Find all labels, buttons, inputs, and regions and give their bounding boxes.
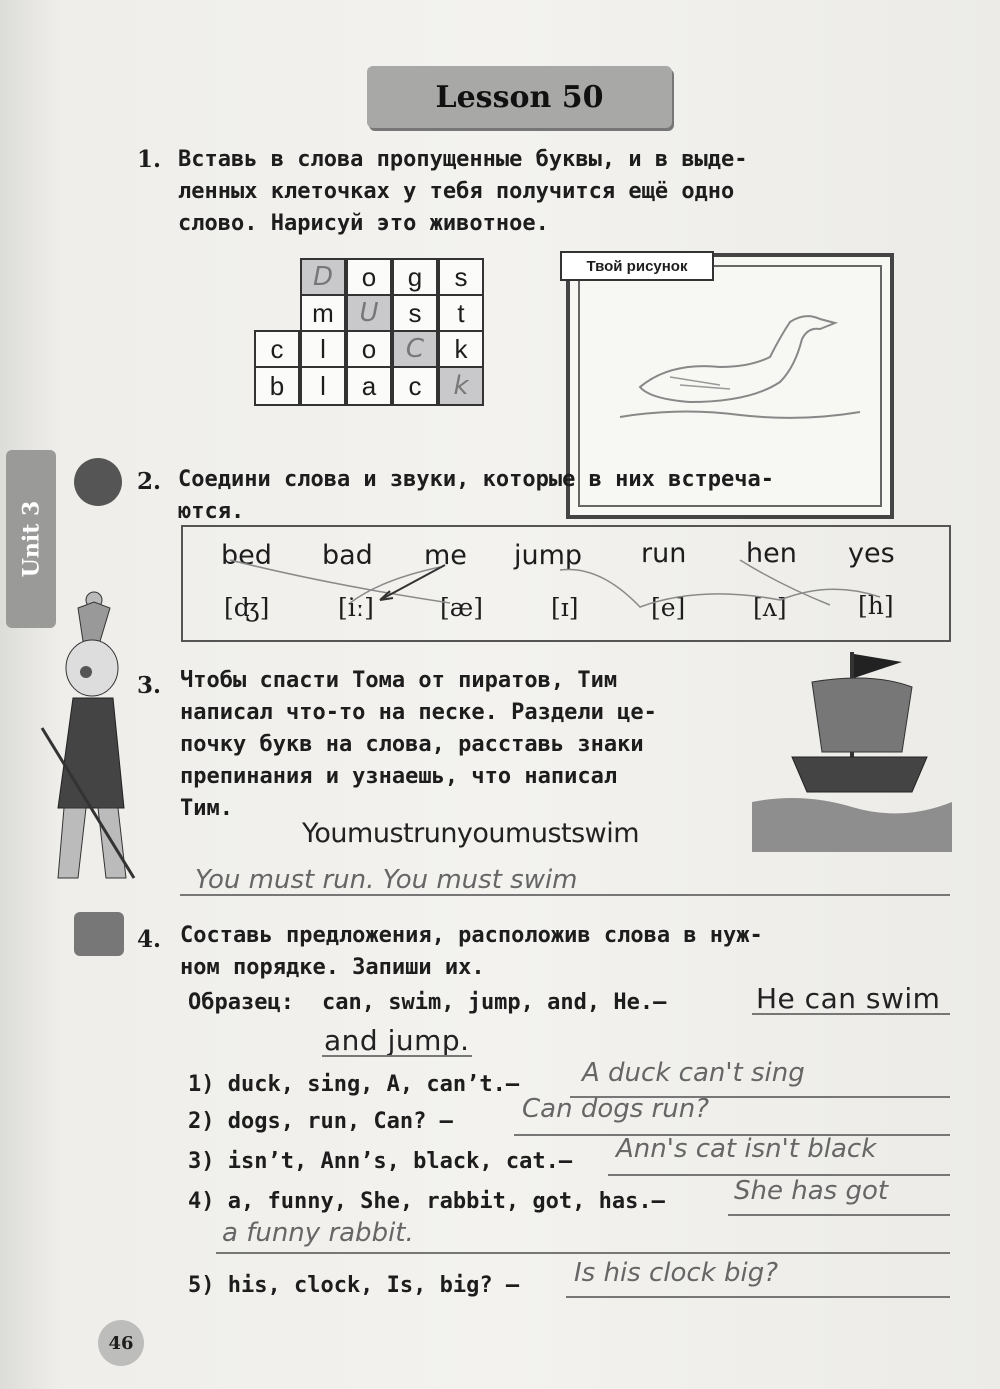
word-hen[interactable]: hen <box>746 538 797 569</box>
task4-item-line <box>728 1214 950 1216</box>
task4-item4-line2 <box>216 1252 950 1254</box>
sample-answer-1: He can swim <box>756 982 941 1015</box>
task3-answer[interactable]: You must run. You must swim <box>195 865 578 895</box>
task4-item-answer[interactable]: Is his clock big? <box>574 1258 779 1288</box>
task3-line: Чтобы спасти Тома от пиратов, Тим <box>180 668 618 693</box>
lesson-title-banner <box>367 66 672 128</box>
book-icon <box>74 912 124 956</box>
task4-line: ном порядке. Запиши их. <box>180 955 485 980</box>
task3-text <box>180 665 750 825</box>
speaker-icon <box>74 458 122 506</box>
task2-number: 2. <box>137 468 162 495</box>
grid-cell[interactable]: a <box>346 366 392 406</box>
task2-line: Соедини слова и звуки, которые в них встреча- <box>178 467 775 492</box>
grid-cell[interactable]: o <box>346 258 392 296</box>
grid-cell-highlighted[interactable]: D <box>300 258 346 296</box>
task4-item-answer[interactable]: Ann's cat isn't black <box>616 1134 877 1164</box>
grid-cell-highlighted[interactable]: C <box>392 330 438 368</box>
task4-item-prompt: 1) duck, sing, A, can’t.— <box>188 1072 520 1097</box>
task4-item4-answer-line2[interactable]: a funny rabbit. <box>222 1218 414 1248</box>
task3-number: 3. <box>137 672 162 699</box>
task1-line: Вставь в слова пропущенные буквы, и в выде- <box>178 147 748 172</box>
task4-item-answer[interactable]: She has got <box>734 1176 889 1206</box>
sound-ii[interactable]: [iː] <box>338 593 374 622</box>
task2-text <box>178 464 918 528</box>
grid-cell[interactable]: k <box>438 330 484 368</box>
pirate-ship-illustration <box>752 642 952 852</box>
task4-item-line <box>566 1296 950 1298</box>
word-bad[interactable]: bad <box>322 540 373 571</box>
unit-label: Unit 3 <box>18 500 45 578</box>
drawing-label: Твой рисунок <box>560 251 714 281</box>
grid-cell-highlighted[interactable]: U <box>346 294 392 332</box>
sample-line-2 <box>322 1055 472 1057</box>
grid-cell[interactable]: m <box>300 294 346 332</box>
task4-item-prompt: 2) dogs, run, Can? — <box>188 1109 453 1134</box>
grid-cell[interactable]: t <box>438 294 484 332</box>
word-run[interactable]: run <box>641 538 687 569</box>
task4-item-answer[interactable]: A duck can't sing <box>582 1058 805 1088</box>
sound-v[interactable]: [ʌ] <box>753 593 787 622</box>
sample-line-1 <box>752 1013 950 1015</box>
sample-answer-2: and jump. <box>324 1024 470 1057</box>
task2-line: ются. <box>178 499 245 524</box>
task3-line: почку букв на слова, расставь знаки <box>180 732 644 757</box>
task4-number: 4. <box>137 926 162 953</box>
task4-item-prompt: 3) isn’t, Ann’s, black, cat.— <box>188 1149 573 1174</box>
task4-text <box>180 920 920 984</box>
word-jump[interactable]: jump <box>514 540 583 571</box>
word-bed[interactable]: bed <box>221 540 272 571</box>
sample-words: can, swim, jump, and, He.— <box>322 990 667 1015</box>
grid-cell[interactable]: l <box>300 330 346 368</box>
task4-item-prompt: 5) his, clock, Is, big? — <box>188 1273 520 1298</box>
grid-cell[interactable]: l <box>300 366 346 406</box>
word-me[interactable]: me <box>424 540 467 571</box>
task3-line: написал что-то на песке. Раздели це- <box>180 700 657 725</box>
task3-line: препинания и узнаешь, что написал <box>180 764 618 789</box>
sound-dzh[interactable]: [ʤ] <box>224 593 270 622</box>
grid-cell-highlighted[interactable]: k <box>438 366 484 406</box>
task4-item-answer[interactable]: Can dogs run? <box>522 1094 710 1124</box>
sample-label: Образец: <box>188 990 294 1015</box>
grid-cell[interactable]: s <box>392 294 438 332</box>
lesson-title: Lesson 50 <box>435 79 604 115</box>
page-number: 46 <box>98 1320 144 1366</box>
grid-cell[interactable]: c <box>254 330 300 368</box>
sound-h[interactable]: [h] <box>858 591 894 620</box>
letter-chain: Youmustrunyoumustswim <box>302 818 640 849</box>
task1-number: 1. <box>137 146 162 173</box>
grid-cell[interactable]: g <box>392 258 438 296</box>
matching-pencil-lines <box>180 525 946 638</box>
word-yes[interactable]: yes <box>848 538 895 569</box>
grid-cell[interactable]: c <box>392 366 438 406</box>
sound-ae[interactable]: [æ] <box>440 593 484 622</box>
grid-cell[interactable]: b <box>254 366 300 406</box>
task1-line: слово. Нарисуй это животное. <box>178 211 549 236</box>
task1-line: ленных клеточках у тебя получится ещё одно <box>178 179 735 204</box>
task4-item-prompt: 4) a, funny, She, rabbit, got, has.— <box>188 1189 665 1214</box>
grid-cell[interactable]: s <box>438 258 484 296</box>
task3-line: Тим. <box>180 796 233 821</box>
task4-line: Составь предложения, расположив слова в нуж- <box>180 923 763 948</box>
grid-cell[interactable]: o <box>346 330 392 368</box>
sound-i[interactable]: [ɪ] <box>551 593 579 622</box>
task1-text <box>178 144 898 240</box>
clown-illustration <box>28 578 148 898</box>
sound-e[interactable]: [e] <box>651 593 686 622</box>
